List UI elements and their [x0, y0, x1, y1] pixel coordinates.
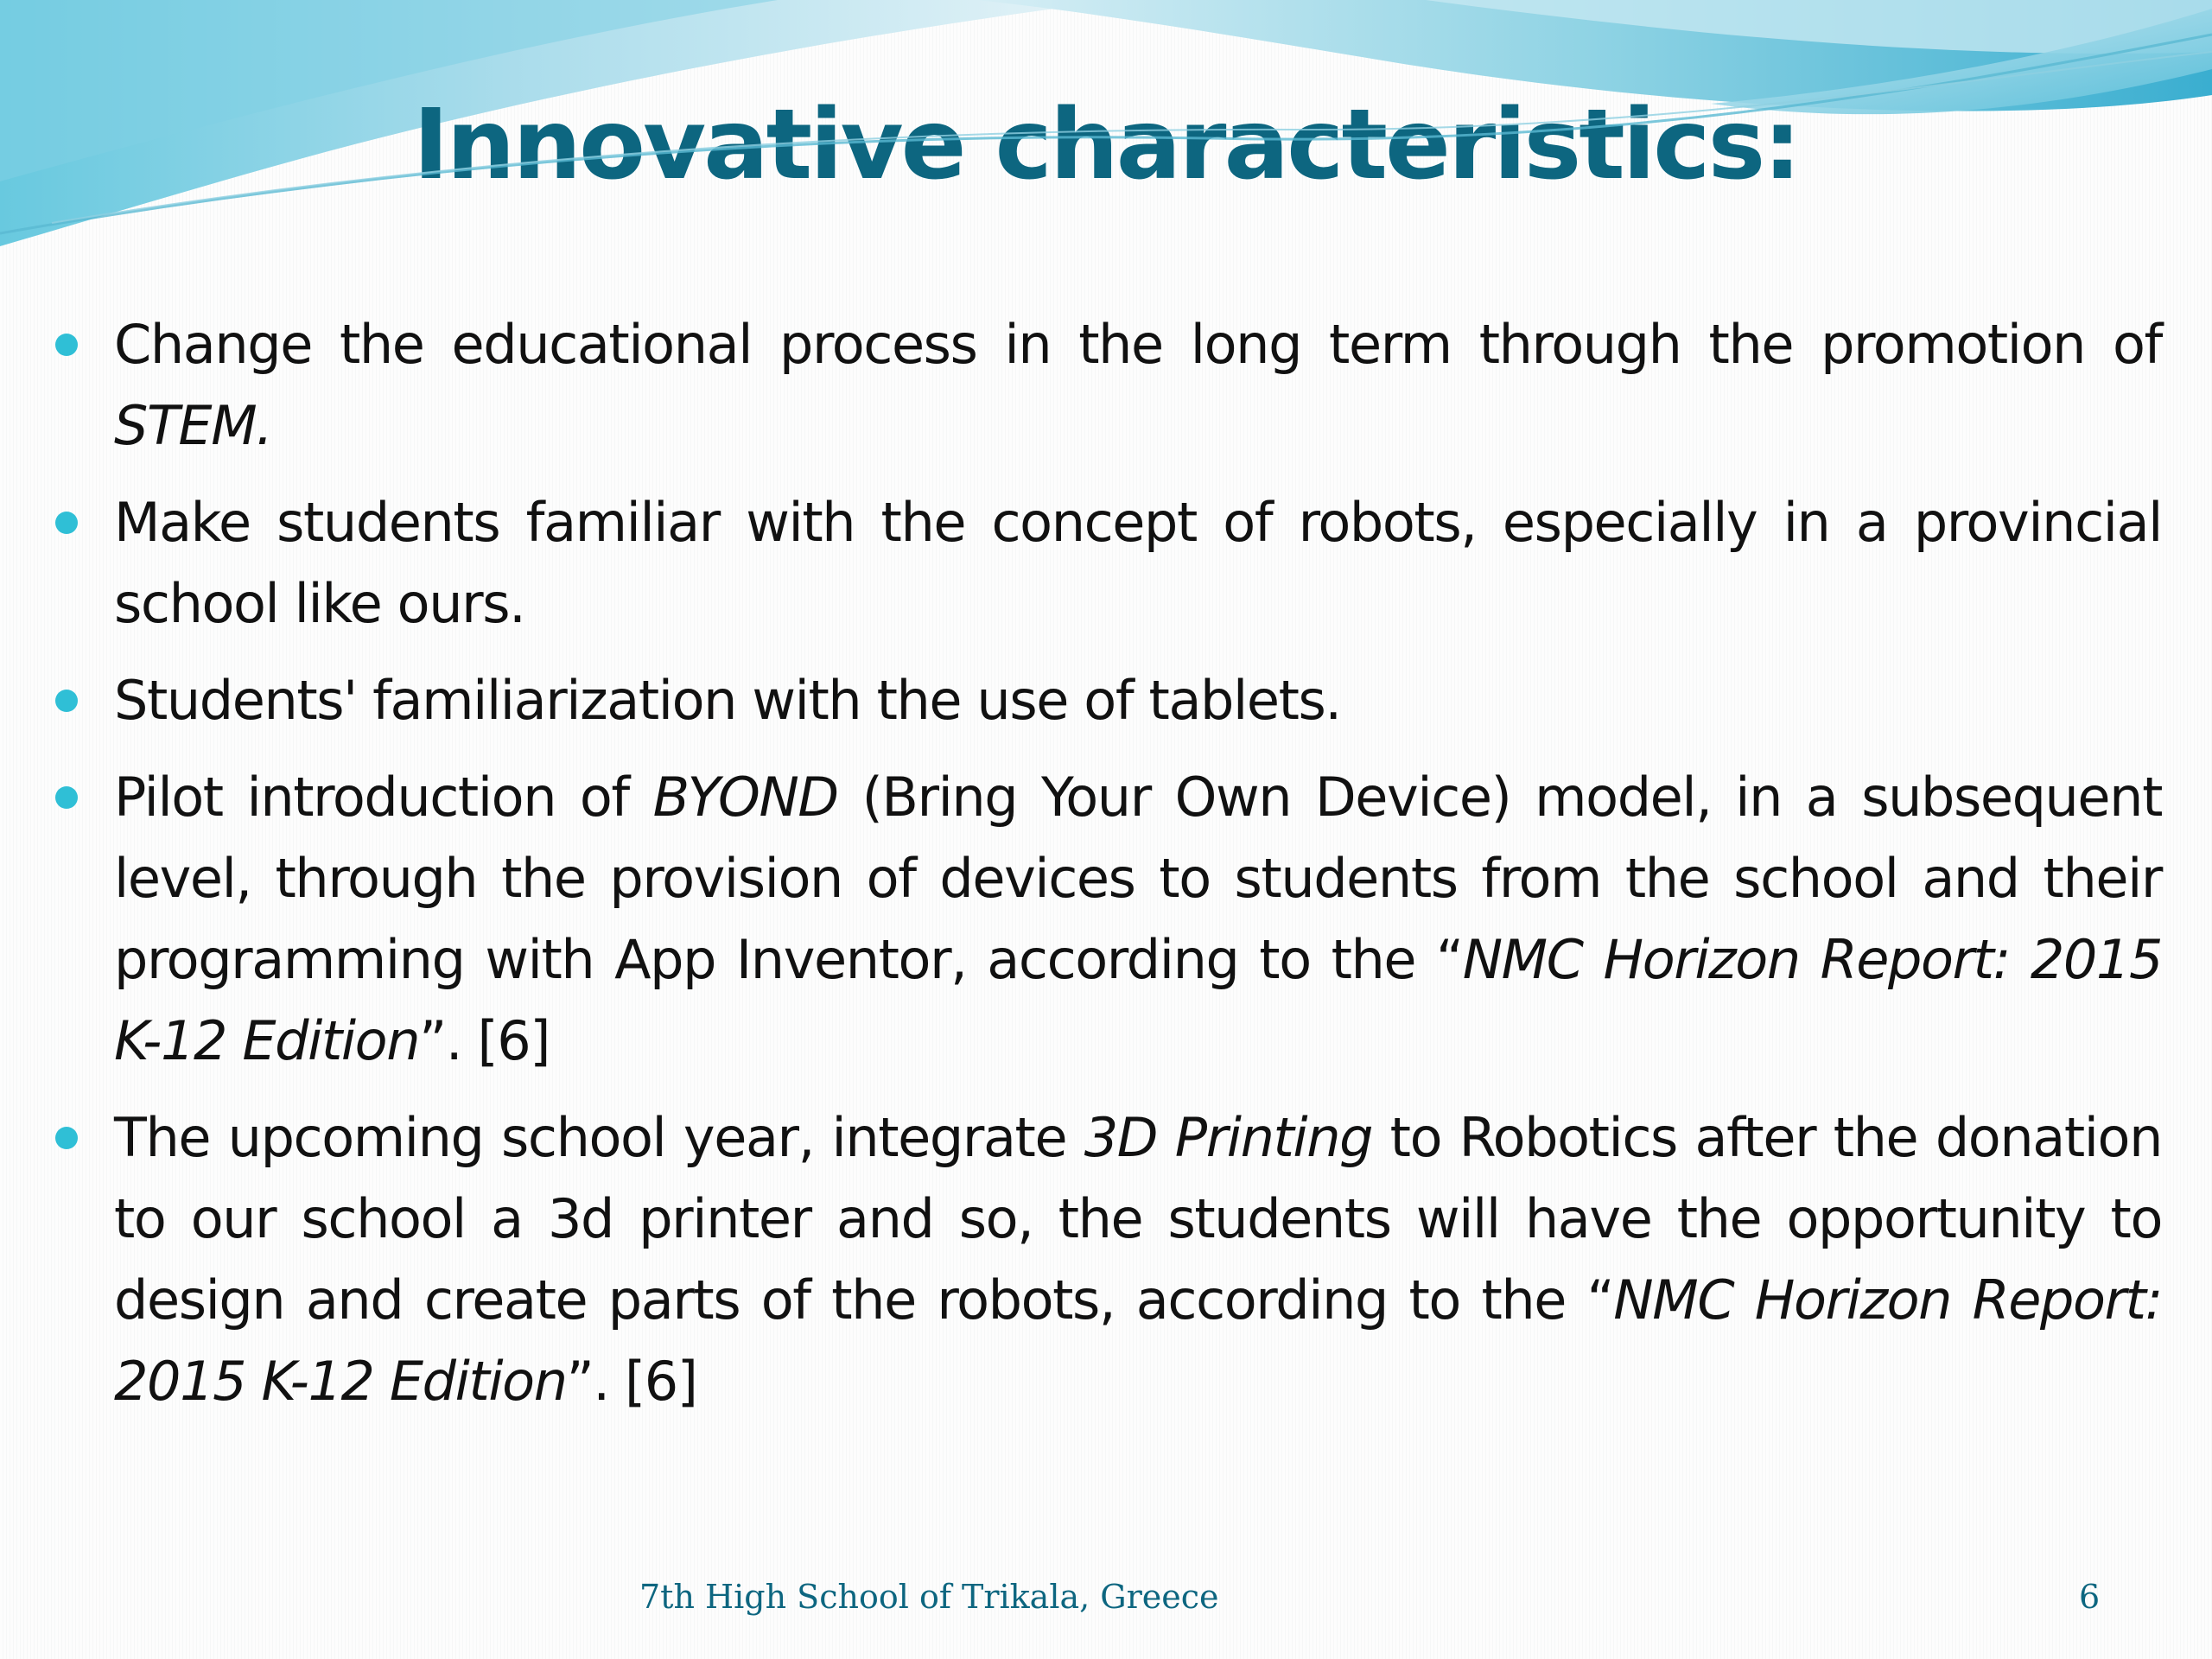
page-number: 6 [2079, 1578, 2101, 1616]
bullet-text: Make students familiar with the concept of robots, especially in a provincial school like ours. [114, 491, 2162, 635]
bullet-text-italic: BYOND [652, 766, 838, 829]
bullet-text-italic: STEM. [114, 394, 272, 457]
bullet-dot-icon [55, 334, 78, 356]
bullet-item [50, 1097, 2162, 1422]
bullet-text: Students' familiarization with the use of tablets. [114, 669, 1341, 732]
bullet-dot-icon [55, 1127, 78, 1149]
bullet-text: to Robotics after the donation to our school a 3d printer and so, the students will have the opportunity to design and create parts of the robots, according to the “ [114, 1106, 2162, 1332]
bullet-item [50, 304, 2162, 467]
bullet-text: (Bring Your Own Device) model, in a subsequent level, through the provision of devices to students from the school and their programming with App Inventor, according to the “ [114, 766, 2162, 991]
bullet-dot-icon [55, 690, 78, 712]
bullet-item [50, 482, 2162, 645]
bullet-dot-icon [55, 786, 78, 809]
bullet-text: ”. [6] [566, 1350, 697, 1413]
slide-title: Innovative characteristics: [412, 89, 1800, 201]
bullet-text: ”. [6] [419, 1009, 550, 1072]
bullet-item [50, 660, 2162, 741]
bullet-text-italic: NMC Horizon Report: 2015 K-12 Edition [114, 1268, 2162, 1413]
bullet-text-italic: NMC Horizon Report: 2015 K-12 Edition [114, 928, 2163, 1072]
footer-text: 7th High School of Trikala, Greece [639, 1578, 1219, 1616]
bullet-text-italic: 3D Printing [1084, 1106, 1373, 1169]
bullet-list [50, 304, 2162, 1438]
bullet-text: The upcoming school year, integrate [114, 1106, 1084, 1169]
bullet-text: Change the educational process in the long term through the promotion of [114, 313, 2162, 376]
bullet-text: Pilot introduction of [114, 766, 653, 829]
bullet-item [50, 757, 2162, 1082]
bullet-dot-icon [55, 512, 78, 534]
